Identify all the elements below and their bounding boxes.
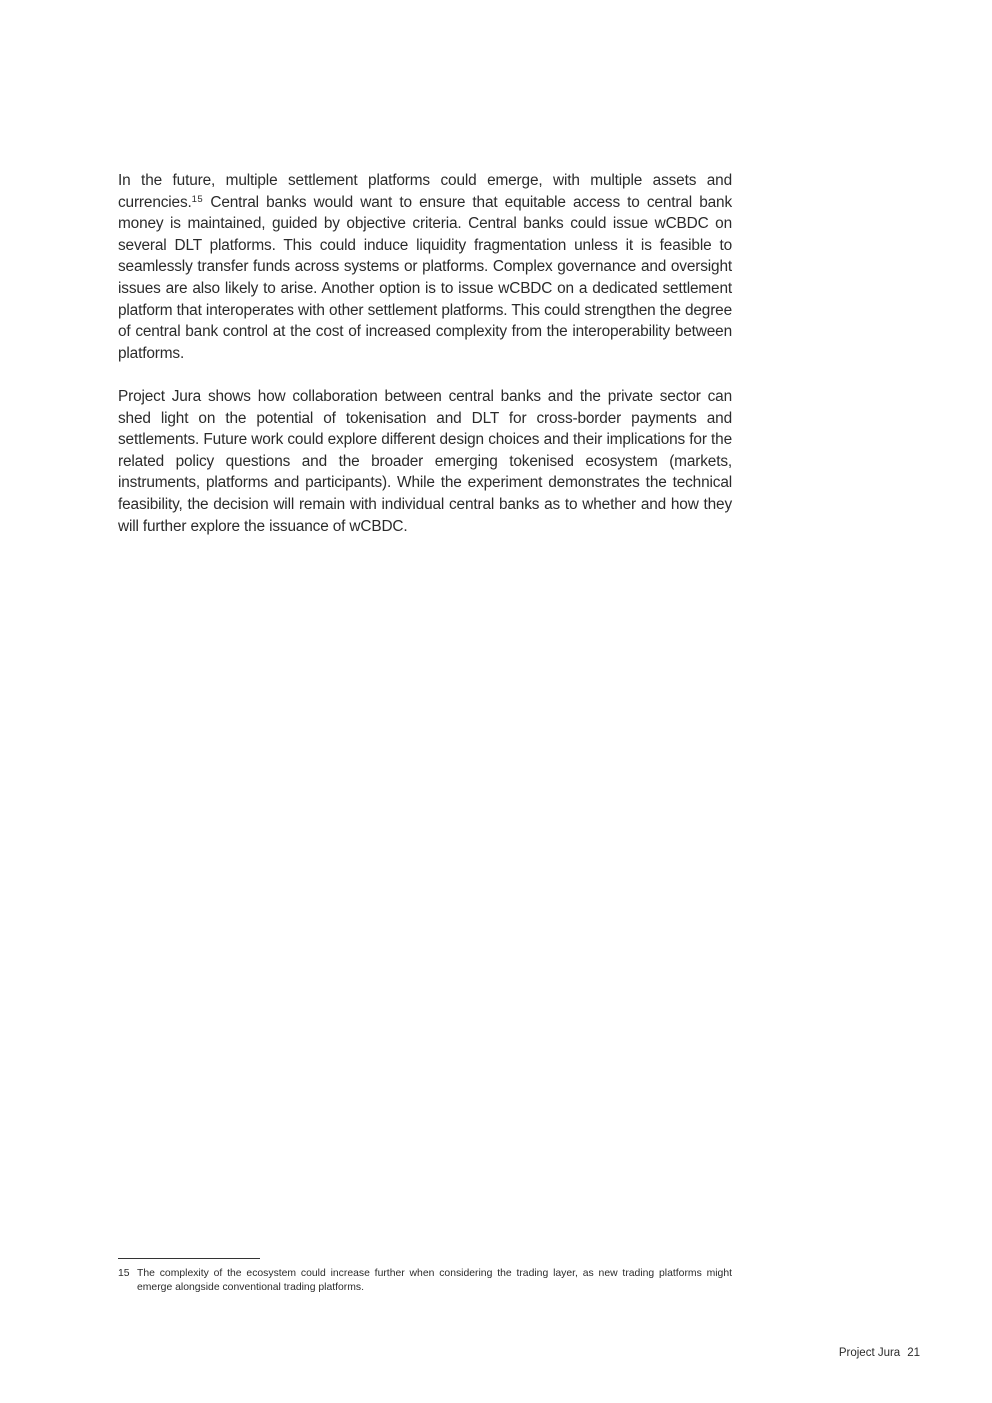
footnote-text: The complexity of the ecosystem could increase further when considering the trading layer, as new trading platforms might emerge alongside conventional trading platforms. xyxy=(137,1268,732,1293)
footer-document-title: Project Jura xyxy=(838,1347,901,1359)
page-number: 21 xyxy=(907,1347,920,1359)
main-text xyxy=(118,170,732,537)
paragraph-project-jura: Project Jura shows how collaboration between central banks and the private sector can shed light on the potential of tokenisation and DLT for cross-border payments and settlements. Future work could explore different design choices and their implications for the related policy questions and the broader emerging tokenised ecosystem (markets, instruments, platforms and participants). While the experiment demonstrates the technical feasibility, the decision will remain with individual central banks as to whether and how they will further explore the issuance of wCBDC. xyxy=(118,387,732,535)
footnote-divider xyxy=(118,1258,260,1259)
footnote-number: 15 xyxy=(118,1268,130,1279)
footnote-15 xyxy=(118,1267,732,1295)
paragraph-settlement-platforms xyxy=(118,170,732,364)
footnote-reference-15[interactable]: 15 xyxy=(191,193,204,205)
paragraph-1-text-start: In the future, multiple settlement platforms could emerge, with multiple assets and currencies. xyxy=(118,172,732,211)
page-footer xyxy=(839,1345,920,1361)
paragraph-1-text-end: Central banks would want to ensure that equitable access to central bank money is maintained, guided by objective criteria. Central banks could issue wCBDC on several DLT platforms. This could induce liquidity fragmentation unless it is feasible to seamlessly transfer funds across systems or platforms. Complex governance and oversight issues are also likely to arise. Another option is to issue wCBDC on a dedicated settlement platform that interoperates with other settlement platforms. This could strengthen the degree of central bank control at the cost of increased complexity from the interoperability between platforms. xyxy=(118,193,732,362)
